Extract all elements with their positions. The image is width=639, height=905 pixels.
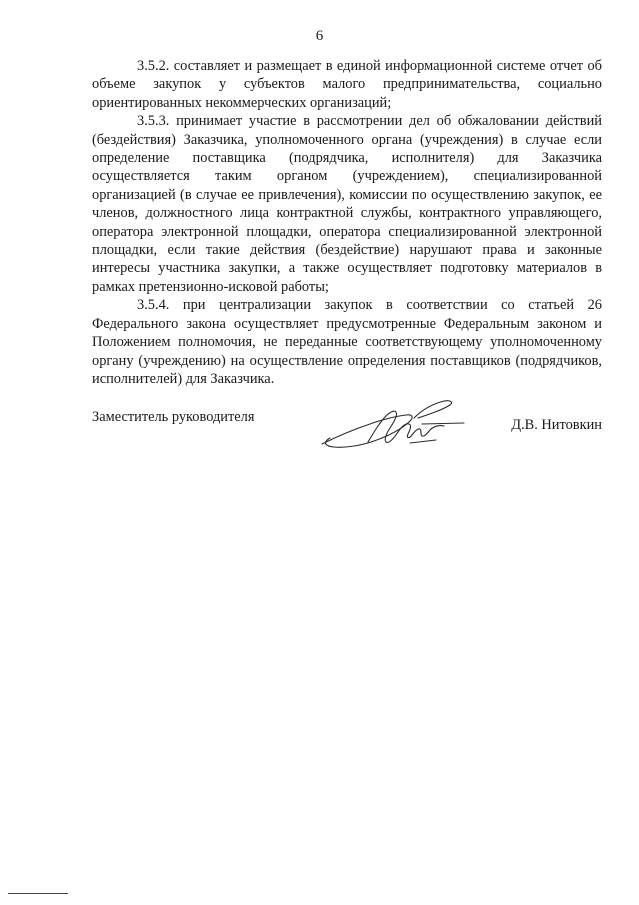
footer-divider [8,893,68,894]
document-body [92,57,602,388]
handwritten-signature-icon [314,398,474,458]
signature-block [92,398,602,468]
paragraph-3-5-4: 3.5.4. при централизации закупок в соответствии со статьей 26 Федерального закона осуществляет предусмотренные Федеральным законом и Положением полномочия, не переданные соответствующему уполномоченному органу (учреждению) на осуществление определения поставщиков (подрядчиков, исполнителей) для Заказчика. [92,297,602,387]
signatory-name: Д.В. Нитовкин [511,417,602,433]
signatory-title: Заместитель руководителя [92,409,255,425]
page-number: 6 [315,28,324,44]
paragraph-3-5-2: 3.5.2. составляет и размещает в единой информационной системе отчет об объеме закупок у субъектов малого предпринимательства, социально ориентированных некоммерческих организаций; [92,58,602,111]
paragraph-3-5-3: 3.5.3. принимает участие в рассмотрении дел об обжаловании действий (бездействия) Заказчика, уполномоченного органа (учреждения) в случае если определение поставщика (подрядчика, исполнителя) для Заказчика осуществляется таким органом (учреждением), специализированной организацией (в случае ее привлечения), комиссии по осуществлению закупок, ее членов, должностного лица контрактной службы, контрактного управляющего, оператора электронной площадки, оператора специализированной электронной площадки, если такие действия (бездействие) нарушают права и законные интересы участника закупки, а также осуществляет подготовку материалов в рамках претензионно-исковой работы; [92,113,602,295]
